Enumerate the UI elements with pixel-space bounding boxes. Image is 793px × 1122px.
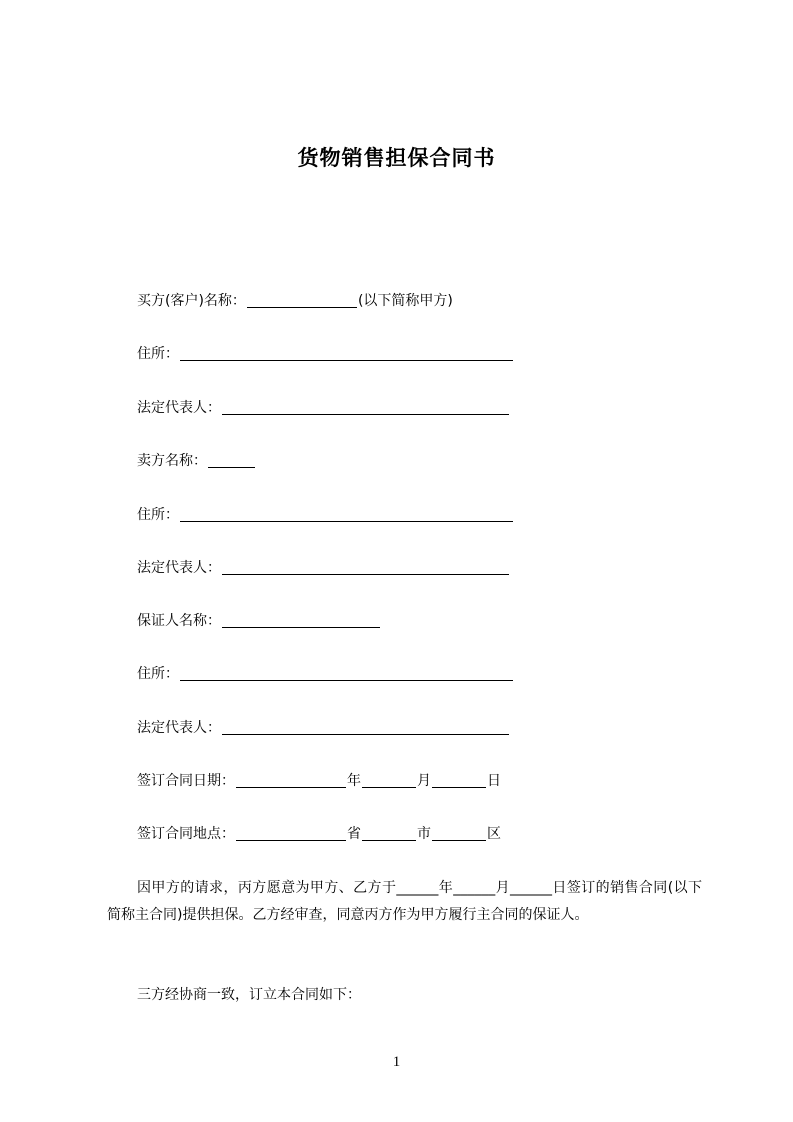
buyer-rep-blank[interactable] (222, 400, 509, 415)
guarantor-address-line (137, 664, 514, 684)
guarantor-name-line (137, 611, 381, 631)
agreement-paragraph: 三方经协商一致，订立本合同如下： (137, 987, 361, 1003)
sign-place-line (137, 824, 501, 844)
buyer-name-line (137, 291, 453, 311)
buyer-rep-line (137, 398, 510, 418)
seller-name-line (137, 451, 256, 471)
day-blank[interactable] (432, 773, 486, 788)
seller-rep-label: 法定代表人： (137, 560, 221, 576)
seller-name-label: 卖方名称： (137, 453, 207, 469)
buyer-address-blank[interactable] (180, 346, 513, 361)
seller-rep-line (137, 558, 510, 578)
year-label: 年 (347, 773, 361, 789)
page-number: 1 (392, 1054, 401, 1070)
guarantor-rep-line (137, 718, 510, 738)
year-blank[interactable] (236, 773, 346, 788)
seller-address-line (137, 505, 514, 525)
city-label: 市 (417, 826, 431, 842)
guarantor-name-label: 保证人名称： (137, 613, 221, 629)
buyer-name-blank[interactable] (247, 293, 357, 308)
guarantee-paragraph: 因甲方的请求，丙方愿意为甲方、乙方于______年______月______日签订的销售合同(以下简称主合同)提供担保。乙方经审查，同意丙方作为甲方履行主合同的保证人。 (107, 880, 702, 923)
day-label: 日 (487, 773, 501, 789)
guarantor-address-label: 住所： (137, 666, 179, 682)
document-title: 货物销售担保合同书 (297, 146, 496, 170)
city-blank[interactable] (362, 826, 416, 841)
sign-place-label: 签订合同地点： (137, 826, 235, 842)
province-label: 省 (347, 826, 361, 842)
month-blank[interactable] (362, 773, 416, 788)
guarantor-address-blank[interactable] (180, 666, 513, 681)
buyer-address-line (137, 344, 514, 364)
buyer-address-label: 住所： (137, 346, 179, 362)
buyer-name-suffix: (以下简称甲方) (357, 293, 453, 309)
seller-name-blank[interactable] (208, 453, 255, 468)
seller-address-blank[interactable] (180, 507, 513, 522)
buyer-name-label: 买方(客户)名称： (137, 293, 246, 309)
month-label: 月 (417, 773, 431, 789)
district-label: 区 (487, 826, 501, 842)
seller-rep-blank[interactable] (222, 560, 509, 575)
guarantor-name-blank[interactable] (222, 613, 380, 628)
province-blank[interactable] (236, 826, 346, 841)
buyer-rep-label: 法定代表人： (137, 400, 221, 416)
sign-date-label: 签订合同日期： (137, 773, 235, 789)
district-blank[interactable] (432, 826, 486, 841)
guarantor-rep-label: 法定代表人： (137, 720, 221, 736)
guarantor-rep-blank[interactable] (222, 720, 509, 735)
sign-date-line (137, 771, 501, 791)
seller-address-label: 住所： (137, 507, 179, 523)
